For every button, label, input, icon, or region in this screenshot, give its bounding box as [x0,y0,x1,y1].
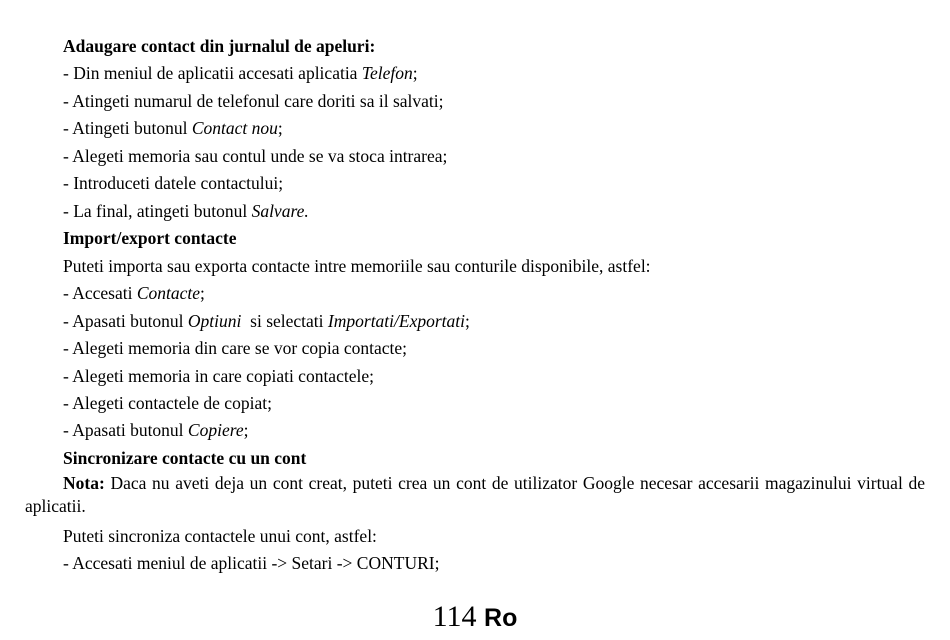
list-item [63,366,374,386]
list-item-emphasis: Telefon [361,63,413,83]
list-item-text: - Alegeti memoria sau contul unde se va stoca intrarea; [63,146,448,166]
list-item [63,311,470,331]
list-item-text: - Alegeti memoria in care copiati contactele; [63,366,374,386]
page-number: 114 [432,600,477,633]
list-item [63,146,447,166]
language-code: Ro [484,604,518,632]
list-item-text: - Atingeti butonul [63,118,192,138]
section-heading-add-from-call-log: Adaugare contact din jurnalul de apeluri: [63,36,376,56]
note-text: Daca nu aveti deja un cont creat, puteti crea un cont de utilizator Google necesar accesarii magazinului virtual de aplicatii. [25,473,925,516]
section-intro: Puteti sincroniza contactele unui cont, astfel: [63,526,377,546]
list-item-text: - Accesati meniul de aplicatii -> Setari -> CONTURI; [63,553,440,573]
list-item-emphasis-second: Importati/Exportati [327,311,465,331]
list-item [63,173,283,193]
list-item [63,118,283,138]
list-item-suffix: ; [465,311,470,331]
list-item-text: - Apasati butonul [63,420,188,440]
list-item-suffix: ; [243,420,249,440]
section-intro: Puteti importa sau exporta contacte intre memoriile sau conturile disponibile, astfel: [63,256,651,276]
list-item-emphasis: Copiere [187,420,244,440]
list-item [63,91,444,111]
note-paragraph [25,472,925,518]
page-footer [0,600,950,635]
list-item-text: - Alegeti contactele de copiat; [63,393,272,413]
list-item-text: - Accesati [63,283,137,303]
list-item-text-middle: si selectati [241,311,328,331]
list-item [63,338,407,358]
list-item-suffix: ; [200,283,205,303]
list-item [63,420,249,440]
list-item [63,283,205,303]
list-item-emphasis: Contacte [136,283,201,303]
list-item-text: - Atingeti numarul de telefonul care doriti sa il salvati; [63,91,444,111]
list-item-text: - Din meniul de aplicatii accesati aplicatia [63,63,362,83]
list-item-suffix: ; [277,118,283,138]
list-item-emphasis: Optiuni [187,311,242,331]
note-label: Nota: [63,473,105,493]
section-heading-sync-contacts: Sincronizare contacte cu un cont [63,448,307,468]
list-item [63,201,309,221]
section-heading-import-export: Import/export contacte [63,228,237,248]
list-item-text: - Introduceti datele contactului; [63,173,284,193]
list-item [63,63,418,83]
list-item [63,553,439,573]
list-item-emphasis: Contact nou [191,118,278,138]
list-item-text: - Apasati butonul [63,311,188,331]
list-item-emphasis: Salvare. [251,201,309,221]
list-item-text: - Alegeti memoria din care se vor copia contacte; [63,338,408,358]
list-item-suffix: ; [412,63,418,83]
list-item-text: - La final, atingeti butonul [63,201,252,221]
list-item [63,393,272,413]
